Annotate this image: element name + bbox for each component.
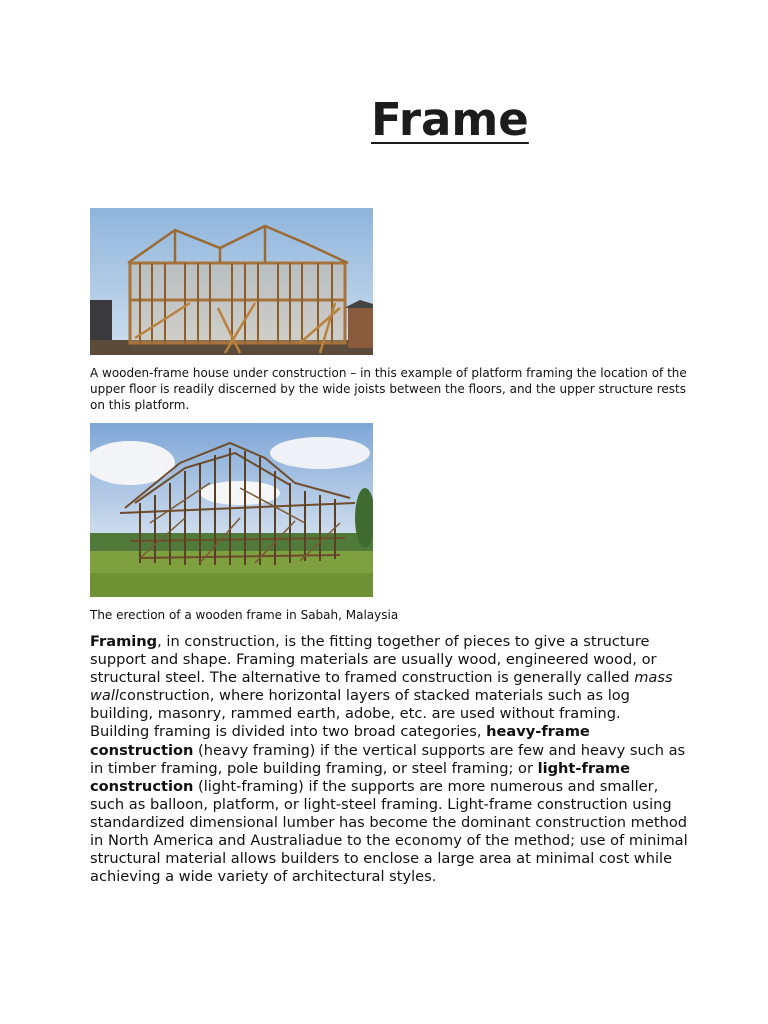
paragraph-text: , in construction, is the fitting together of pieces to give a structure support and shape. Framing materials are usually wood, engineered wood, or structural steel. The alternative to framed construction is generally called [90, 633, 657, 687]
paragraph-text: construction, where horizontal layers of stacked materials such as log building, masonry, rammed earth, adobe, etc. are used without framing. [90, 687, 630, 723]
figure-caption: The erection of a wooden frame in Sabah, Malaysia [90, 608, 399, 622]
wooden-frame-house-photo [90, 208, 373, 355]
figure-caption: A wooden-frame house under construction – in this example of platform framing the location of the upper floor is readily discerned by the wide joists between the floors, and the upper structure rests on this platform. [90, 366, 687, 412]
term-light-frame: light-frame construction [90, 759, 630, 795]
paragraph-text: (heavy framing) if the vertical supports are few and heavy such as in timber framing, pole building framing, or steel framing; or [90, 741, 686, 777]
term-framing: Framing [90, 633, 158, 650]
term-heavy-frame: heavy-frame construction [90, 723, 590, 759]
page-title: Frame [371, 93, 529, 146]
term-mass-wall: mass wall [90, 669, 673, 705]
wooden-frame-sabah-photo [90, 423, 373, 597]
paragraph-text: (light-framing) if the supports are more numerous and smaller, such as balloon, platform, or light-steel framing. Light-frame construction using standardized dimensional lumber has become the dominant construction method in North America and Australiadue to the economy of the method; use of minimal structural material allows builders to enclose a large area at minimal cost while achieving a wide variety of architectural styles. [90, 777, 688, 886]
paragraph-text: Building framing is divided into two broad categories, [90, 723, 487, 741]
article-body [90, 633, 690, 886]
